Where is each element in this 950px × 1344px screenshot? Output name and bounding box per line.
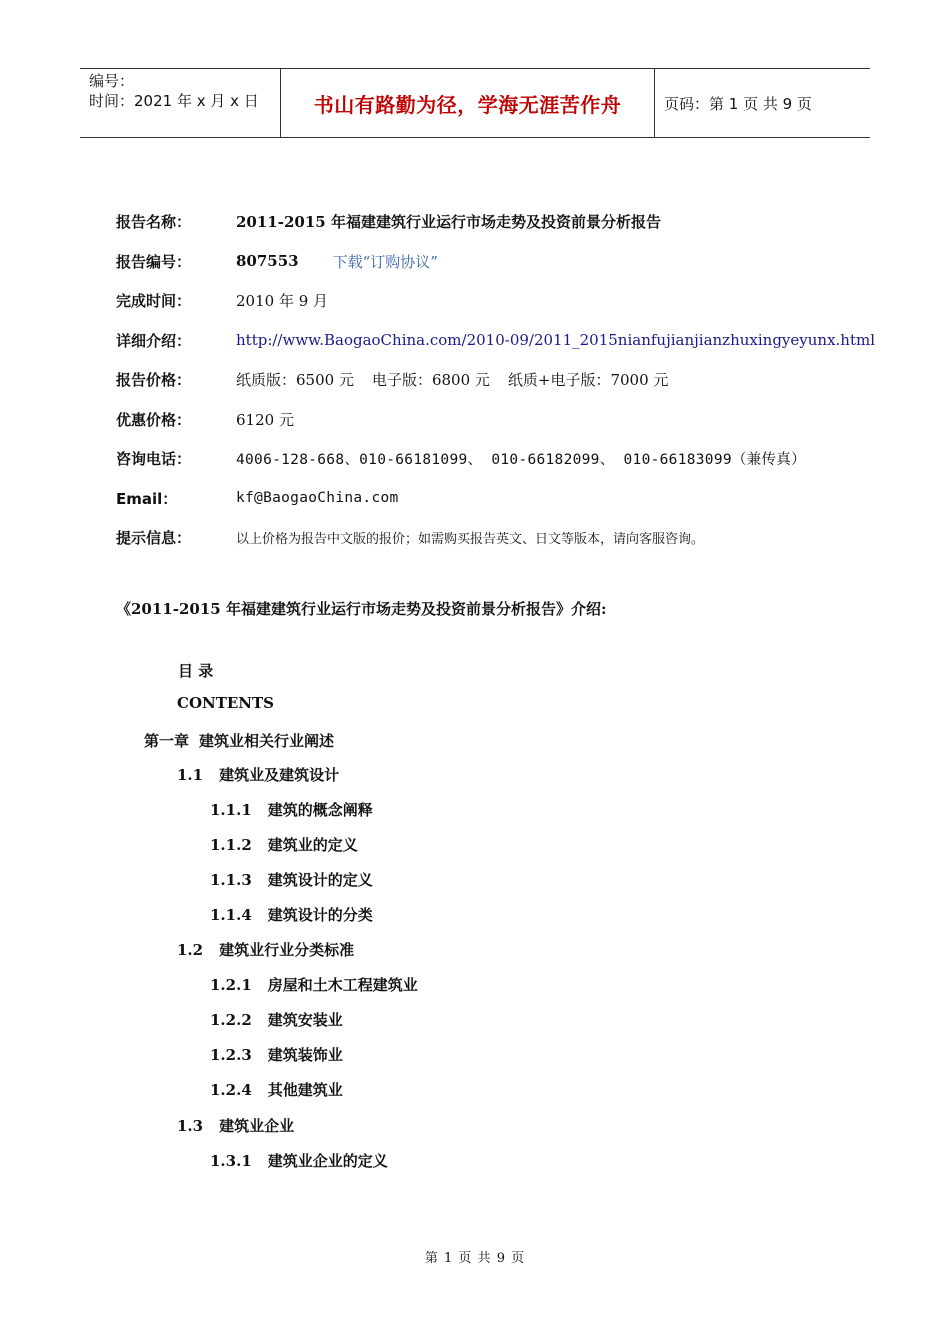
toc-item[interactable] bbox=[210, 834, 358, 855]
report-id-value: 807553 bbox=[236, 252, 299, 271]
report-discount-value: 6120 元 bbox=[236, 410, 294, 429]
toc-item-number: 1.3 bbox=[177, 1117, 204, 1135]
report-tip-label: 提示信息： bbox=[116, 529, 192, 548]
header-meta bbox=[80, 69, 281, 137]
toc-item-number: 1.1 bbox=[177, 766, 204, 784]
report-detail-link[interactable]: http://www.BaogaoChina.com/2010-09/2011_2015nianfujianjianzhuxingyeyunx.html bbox=[236, 331, 876, 350]
report-discount-label: 优惠价格： bbox=[116, 410, 192, 429]
toc-item-title: 建筑业企业 bbox=[219, 1117, 295, 1135]
toc-item-number: 1.2.4 bbox=[210, 1081, 252, 1099]
report-detail-row bbox=[116, 321, 896, 361]
toc-item-title: 建筑设计的定义 bbox=[267, 871, 373, 889]
toc-item-title: 建筑业及建筑设计 bbox=[219, 766, 340, 784]
report-detail-label: 详细介绍： bbox=[116, 331, 192, 350]
report-price-label: 报告价格： bbox=[116, 371, 192, 390]
report-id-label: 报告编号： bbox=[116, 252, 192, 271]
toc-item[interactable] bbox=[210, 1044, 343, 1065]
toc-item[interactable] bbox=[210, 1079, 343, 1100]
report-name-label: 报告名称： bbox=[116, 213, 192, 232]
toc-item[interactable] bbox=[210, 904, 373, 925]
report-phone-label: 咨询电话： bbox=[116, 450, 192, 469]
report-date-value: 2010 年 9 月 bbox=[236, 292, 329, 311]
report-tip-row bbox=[116, 518, 896, 558]
toc-item[interactable] bbox=[210, 799, 373, 820]
report-id-row bbox=[116, 242, 896, 282]
toc-item-title: 其他建筑业 bbox=[267, 1081, 343, 1099]
toc-item-title: 房屋和土木工程建筑业 bbox=[267, 976, 418, 994]
report-name-value: 2011-2015 年福建建筑行业运行市场走势及投资前景分析报告 bbox=[236, 213, 661, 232]
toc-item-number: 1.3.1 bbox=[210, 1152, 252, 1170]
price-paper: 纸质版：6500 元 bbox=[236, 371, 354, 390]
toc-item-number: 1.2 bbox=[177, 941, 204, 959]
toc-item-title: 建筑装饰业 bbox=[267, 1046, 343, 1064]
toc-item-number: 1.2.2 bbox=[210, 1011, 252, 1029]
report-date-label: 完成时间： bbox=[116, 292, 192, 311]
report-tip-value: 以上价格为报告中文版的报价；如需购买报告英文、日文等版本，请向客服咨询。 bbox=[236, 532, 705, 548]
price-digital: 电子版：6800 元 bbox=[371, 371, 490, 390]
toc-title-cn: 目 录 bbox=[178, 662, 214, 680]
toc-item[interactable] bbox=[210, 869, 373, 890]
toc-item-title: 建筑业的定义 bbox=[267, 836, 358, 854]
toc-item-title: 建筑设计的分类 bbox=[267, 906, 373, 924]
page-header bbox=[80, 68, 870, 138]
toc-item-title: 建筑业行业分类标准 bbox=[219, 941, 355, 959]
toc-item[interactable] bbox=[210, 974, 418, 995]
report-email-row bbox=[116, 479, 896, 519]
toc-item[interactable] bbox=[177, 1115, 294, 1136]
report-email-label: Email： bbox=[116, 489, 178, 508]
toc-item[interactable] bbox=[144, 730, 334, 751]
report-info bbox=[116, 202, 896, 558]
toc-item-title: 建筑业企业的定义 bbox=[267, 1152, 388, 1170]
toc-item-number: 1.2.3 bbox=[210, 1046, 252, 1064]
report-discount-row bbox=[116, 400, 896, 440]
toc-title-en: CONTENTS bbox=[177, 694, 275, 712]
toc-item[interactable] bbox=[210, 1150, 388, 1171]
toc-item[interactable] bbox=[177, 764, 339, 785]
code-label: 编号： bbox=[89, 72, 135, 90]
report-price-row bbox=[116, 360, 896, 400]
header-page-info: 页码：第 1 页 共 9 页 bbox=[664, 94, 812, 113]
header-motto: 书山有路勤为径，学海无涯苦作舟 bbox=[281, 69, 655, 137]
intro-heading: 《2011-2015 年福建建筑行业运行市场走势及投资前景分析报告》介绍: bbox=[116, 600, 607, 618]
toc-item-number: 1.1.4 bbox=[210, 906, 252, 924]
toc-item[interactable] bbox=[210, 1009, 343, 1030]
toc-item-number: 第一章 bbox=[144, 732, 190, 750]
toc-item-number: 1.1.1 bbox=[210, 801, 252, 819]
toc-item-number: 1.1.3 bbox=[210, 871, 252, 889]
page-footer: 第 1 页 共 9 页 bbox=[424, 1251, 526, 1266]
report-date-row bbox=[116, 281, 896, 321]
time-label: 时间：2021 年 x 月 x 日 bbox=[89, 92, 259, 110]
toc-item-number: 1.1.2 bbox=[210, 836, 252, 854]
report-phone-value: 4006-128-668、010-66181099、 010-66182099、 010-66183099（兼传真） bbox=[236, 452, 806, 469]
toc-item-title: 建筑业相关行业阐述 bbox=[199, 732, 335, 750]
price-both: 纸质+电子版：7000 元 bbox=[507, 371, 669, 390]
download-agreement-link[interactable]: 下载“订购协议” bbox=[332, 252, 438, 271]
report-phone-row bbox=[116, 439, 896, 479]
toc-item[interactable] bbox=[177, 939, 354, 960]
toc-item-number: 1.2.1 bbox=[210, 976, 252, 994]
toc-item-title: 建筑安装业 bbox=[267, 1011, 343, 1029]
toc-item-title: 建筑的概念阐释 bbox=[267, 801, 373, 819]
report-email-value[interactable]: kf@BaogaoChina.com bbox=[236, 490, 399, 507]
report-name-row bbox=[116, 202, 896, 242]
